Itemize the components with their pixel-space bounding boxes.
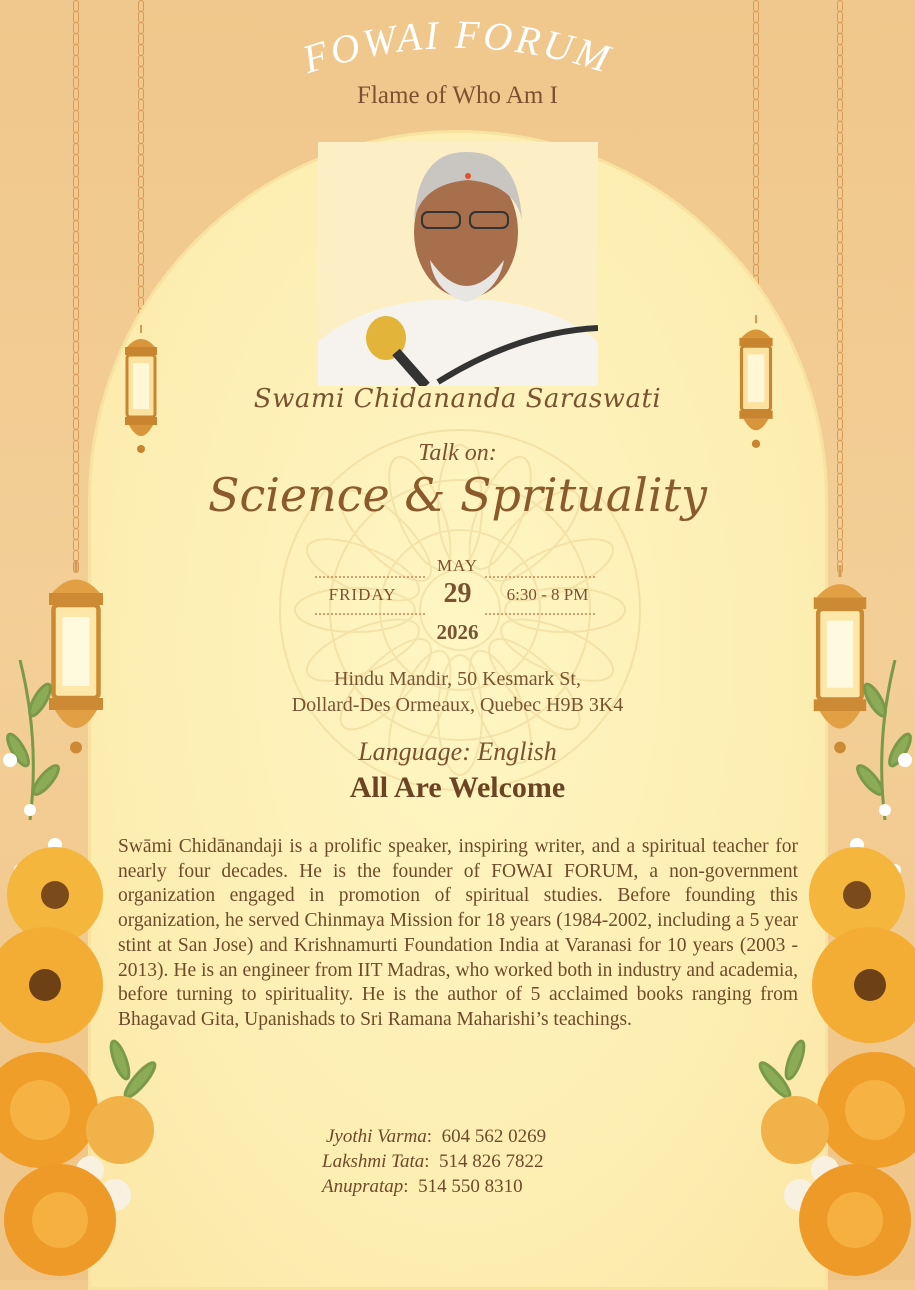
contact-row: Jyothi Varma: 604 562 0269 xyxy=(326,1126,547,1147)
contact-row: Lakshmi Tata: 514 826 7822 xyxy=(322,1151,544,1172)
contact-phone: 514 550 8310 xyxy=(418,1176,523,1197)
contact-phone: 604 562 0269 xyxy=(441,1126,547,1147)
venue-line-1: Hindu Mandir, 50 Kesmark St, xyxy=(334,668,581,690)
divider xyxy=(315,613,425,615)
event-month: MAY xyxy=(436,556,479,575)
event-weekday: FRIDAY xyxy=(328,585,397,604)
chain-icon xyxy=(137,0,145,330)
talk-title: Science & Sprituality xyxy=(207,468,708,522)
divider xyxy=(485,613,595,615)
contact-row: Anupratap: 514 550 8310 xyxy=(322,1176,523,1197)
speaker-photo xyxy=(318,142,598,386)
marigold-flower-icon xyxy=(0,660,190,1280)
event-date xyxy=(300,556,615,646)
chain-icon xyxy=(752,0,760,320)
marigold-flower-icon xyxy=(745,660,915,1280)
contact-phone: 514 826 7822 xyxy=(439,1151,544,1172)
event-time: 6:30 - 8 PM xyxy=(506,585,589,604)
event-year: 2026 xyxy=(436,620,479,644)
contact-name: Anupratap xyxy=(322,1176,404,1197)
forum-name: FOWAI FORUM xyxy=(297,18,618,82)
lantern-icon xyxy=(730,315,782,450)
welcome-text: All Are Welcome xyxy=(349,771,566,804)
contact-name: Lakshmi Tata xyxy=(322,1151,425,1172)
language: Language: English xyxy=(358,737,557,766)
contact-name: Jyothi Varma xyxy=(326,1126,427,1147)
forum-subtitle: Flame of Who Am I xyxy=(357,82,558,109)
venue-line-2: Dollard-Des Ormeaux, Quebec H9B 3K4 xyxy=(291,694,624,716)
forum-name-arc xyxy=(250,18,665,88)
divider xyxy=(315,576,425,578)
speaker-bio: Swāmi Chidānandaji is a prolific speaker, inspiring writer, and a spiritual teacher for nearly four decades. He is the founder of FOWAI FORUM, a non-government organization engaged in promotion of spiritual studies. Before founding this organization, he served Chinmaya Mission for 18 years (1984-2002, including a 5 year stint at San Jose) and Krishnamurti Foundation India at Varanasi for 10 years (2003 - 2013). He is an engineer from IIT Madras, who worked both in industry and academia, before turning to spirituality. He is the author of 5 acclaimed books ranging from Bhagavad Gita, Upanishads to Sri Ramana Maharishi’s teachings. xyxy=(118,836,798,1030)
talk-intro: Talk on: xyxy=(418,440,497,466)
svg-text:FOWAI FORUM xyxy=(296,18,617,82)
event-day: 29 xyxy=(443,578,472,609)
speaker-name: Swami Chidananda Saraswati xyxy=(253,384,662,414)
contact-list xyxy=(300,1124,547,1199)
divider xyxy=(485,576,595,578)
